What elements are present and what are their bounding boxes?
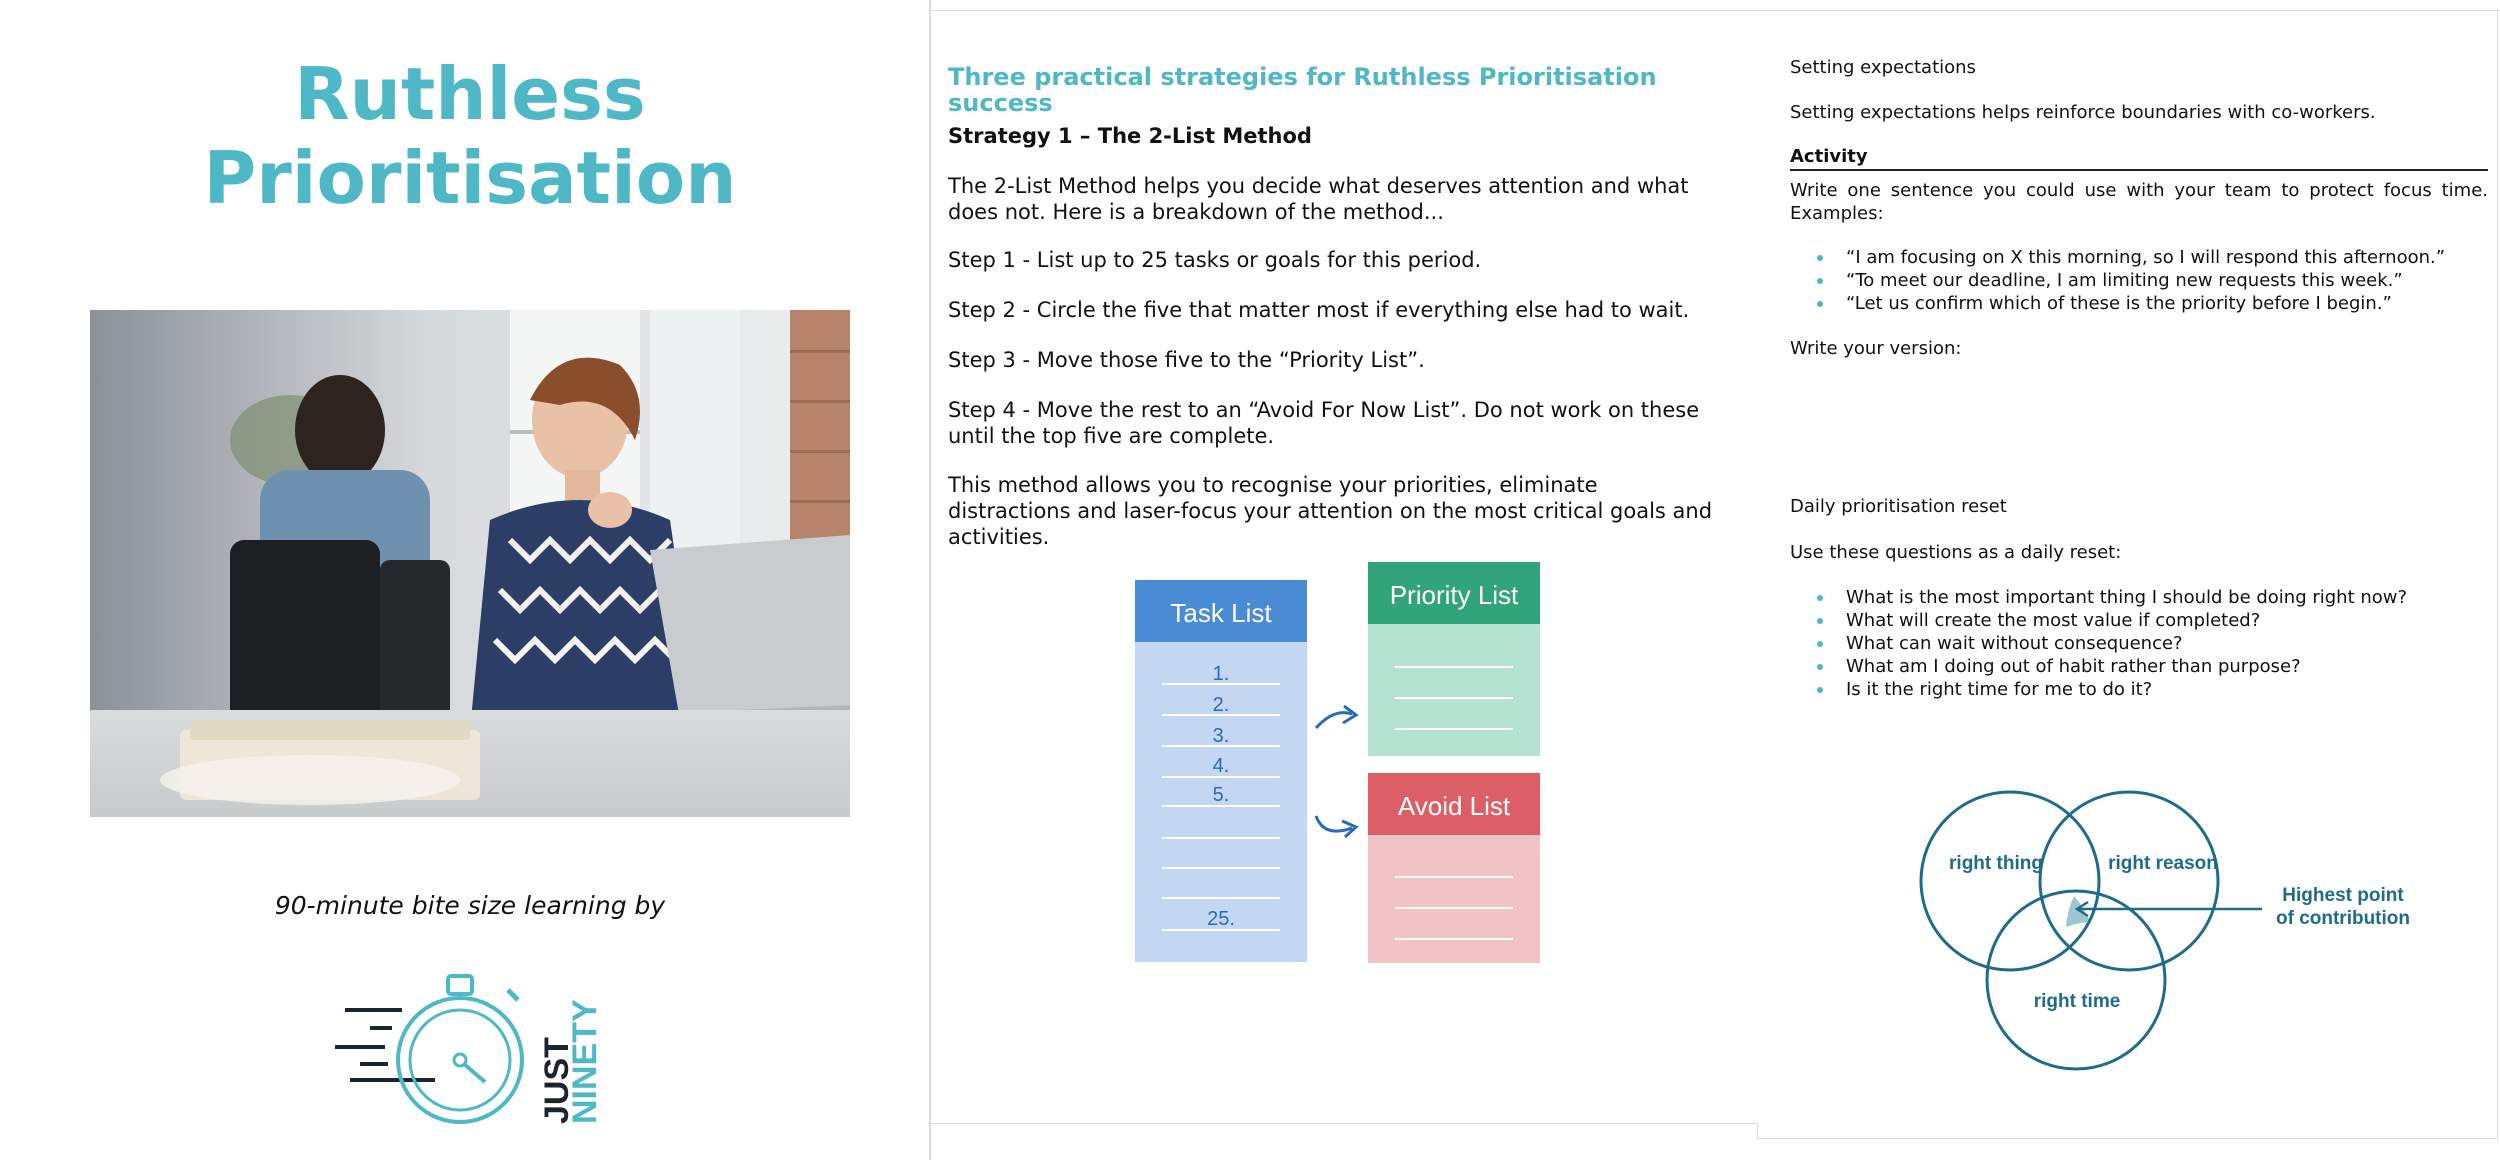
task-number-2: 2. [1212, 694, 1230, 716]
callout-line2: of contribution [2275, 908, 2411, 929]
reset-heading: Daily prioritisation reset [1790, 496, 2007, 517]
venn-diagram [1910, 785, 2430, 1075]
strategy1-summary: This method allows you to recognise your priorities, eliminate distractions and laser-focus your attention on the most critical goals and activities. [948, 473, 1713, 549]
venn-overlap [2066, 896, 2090, 927]
task-number-25: 25. [1207, 908, 1235, 930]
step-3: Step 3 - Move those five to the “Priority List”. [948, 348, 1425, 372]
cover-title-line2: Prioritisation [203, 136, 737, 220]
page-bottom-edge [931, 1123, 1758, 1124]
avoid-list-title: Avoid List [1397, 791, 1511, 821]
step-4: Step 4 - Move the rest to an “Avoid For Now List”. Do not work on these until the top five are complete. [948, 398, 1700, 448]
page-bottom-notch [1757, 1123, 1758, 1139]
example-item: “To meet our deadline, I am limiting new requests this week.” [1846, 269, 2488, 292]
task-list-title: Task List [1170, 598, 1272, 628]
venn-label-right-reason: right reason [2108, 853, 2218, 874]
step-1: Step 1 - List up to 25 tasks or goals for this period. [948, 248, 1482, 272]
expectations-text: Setting expectations helps reinforce boundaries with co-workers. [1790, 102, 2376, 123]
logo-word-ninety: NINETY [566, 999, 604, 1124]
callout-line1: Highest point [2282, 885, 2404, 906]
reset-question: What am I doing out of habit rather than purpose? [1846, 655, 2488, 678]
expectations-heading: Setting expectations [1790, 57, 1976, 78]
task-number-5: 5. [1212, 784, 1230, 806]
strategy1-heading: Strategy 1 – The 2-List Method [948, 124, 1312, 148]
reset-question: Is it the right time for me to do it? [1846, 678, 2488, 701]
example-item: “Let us confirm which of these is the priority before I begin.” [1846, 292, 2488, 315]
example-list [1790, 246, 2488, 315]
venn-label-right-time: right time [2033, 991, 2121, 1012]
just-ninety-logo [330, 962, 610, 1132]
cover-tagline: 90-minute bite size learning by [274, 891, 666, 920]
cover-photo [90, 310, 850, 817]
reset-question: What is the most important thing I should be doing right now? [1846, 586, 2488, 609]
logo-word-just: JUST [538, 1037, 576, 1124]
priority-list-title: Priority List [1389, 580, 1519, 610]
example-item: “I am focusing on X this morning, so I will respond this afternoon.” [1846, 246, 2488, 269]
page-top-edge [931, 10, 2500, 11]
reset-question-list [1790, 586, 2488, 701]
venn-circle-right-thing [1921, 792, 2099, 970]
task-number-1: 1. [1212, 663, 1230, 685]
task-number-4: 4. [1212, 755, 1230, 777]
office-photo-illustration [90, 310, 850, 817]
page-right-edge [2497, 10, 2498, 1140]
strategies-title: Three practical strategies for Ruthless Prioritisation success [948, 63, 1657, 117]
venn-label-right-thing: right thing [1949, 853, 2043, 874]
strategy1-intro: The 2-List Method helps you decide what deserves attention and what does not. Here is a breakdown of the method... [948, 174, 1689, 224]
cover-title [0, 52, 940, 220]
reset-question: What can wait without consequence? [1846, 632, 2488, 655]
stopwatch-icon [330, 962, 610, 1132]
reset-intro: Use these questions as a daily reset: [1790, 542, 2122, 563]
step-2: Step 2 - Circle the five that matter most if everything else had to wait. [948, 298, 1690, 322]
activity-heading: Activity [1790, 145, 2488, 171]
reset-question: What will create the most value if completed? [1846, 609, 2488, 632]
write-prompt: Write your version: [1790, 338, 1962, 359]
venn-circle-right-reason [2040, 792, 2218, 970]
activity-text: Write one sentence you could use with your team to protect focus time. Examples: [1790, 180, 2488, 224]
cover-title-line1: Ruthless [294, 52, 646, 136]
task-number-3: 3. [1212, 725, 1230, 747]
two-list-diagram [1130, 560, 1550, 970]
page-bottom-edge-right [1758, 1138, 2498, 1139]
